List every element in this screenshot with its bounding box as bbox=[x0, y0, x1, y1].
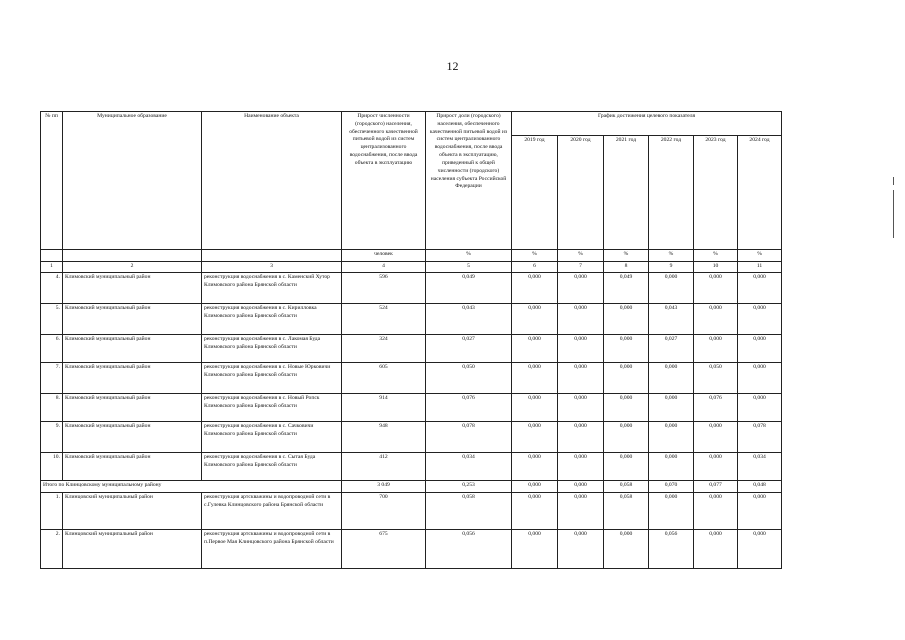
row-share: 0,076 bbox=[426, 394, 512, 422]
row-year-value: 0,000 bbox=[738, 335, 782, 363]
row-share: 0,058 bbox=[426, 493, 512, 530]
row-year-value: 0,000 bbox=[694, 453, 738, 481]
units-cell: % bbox=[558, 250, 604, 262]
total-value: 0,253 bbox=[426, 481, 512, 493]
row-year-value: 0,000 bbox=[512, 335, 558, 363]
table-row bbox=[41, 335, 782, 363]
row-population: 596 bbox=[342, 273, 426, 304]
row-year-value: 0,000 bbox=[512, 453, 558, 481]
units-cell: % bbox=[426, 250, 512, 262]
row-year-value: 0,000 bbox=[738, 530, 782, 569]
header-year: 2020 год bbox=[558, 136, 604, 250]
row-year-value: 0,000 bbox=[649, 363, 694, 394]
row-population: 700 bbox=[342, 493, 426, 530]
row-year-value: 0,000 bbox=[738, 304, 782, 335]
row-year-value: 0,000 bbox=[694, 530, 738, 569]
row-number: 5. bbox=[41, 304, 63, 335]
total-label: Итого по Клинцовскому муниципальному району bbox=[41, 481, 342, 493]
row-year-value: 0,000 bbox=[558, 530, 604, 569]
column-number: 9 bbox=[649, 262, 694, 273]
header-schedule: График достижения целевого показателя bbox=[512, 112, 782, 136]
row-municipality: Климовский муниципальный район bbox=[63, 273, 202, 304]
row-year-value: 0,000 bbox=[512, 493, 558, 530]
row-year-value: 0,043 bbox=[649, 304, 694, 335]
header-object: Наименование объекта bbox=[202, 112, 342, 250]
row-share: 0,043 bbox=[426, 304, 512, 335]
row-year-value: 0,000 bbox=[649, 273, 694, 304]
column-number: 1 bbox=[41, 262, 63, 273]
total-value: 3 049 bbox=[342, 481, 426, 493]
units-cell: % bbox=[694, 250, 738, 262]
row-year-value: 0,000 bbox=[512, 363, 558, 394]
table-row bbox=[41, 453, 782, 481]
units-cell bbox=[41, 250, 63, 262]
row-object: реконструкция артскважины и водопроводной сети в с.Гулевка Клинцовского района Брянской области bbox=[202, 493, 342, 530]
column-number: 3 bbox=[202, 262, 342, 273]
table-row bbox=[41, 363, 782, 394]
row-municipality: Климовский муниципальный район bbox=[63, 453, 202, 481]
units-cell bbox=[63, 250, 202, 262]
row-year-value: 0,000 bbox=[558, 422, 604, 453]
row-share: 0,049 bbox=[426, 273, 512, 304]
row-year-value: 0,050 bbox=[694, 363, 738, 394]
row-number: 6. bbox=[41, 335, 63, 363]
column-number: 7 bbox=[558, 262, 604, 273]
row-share: 0,056 bbox=[426, 530, 512, 569]
header-share-growth: Прирост доли (городского) населения, обеспеченного качественной питьевой водой из систем централизованного водоснабжения, после ввода объекта в эксплуатацию, приведенный к общей численности (городского) населения субъекта Российской Федерации bbox=[426, 112, 512, 250]
row-year-value: 0,000 bbox=[604, 453, 649, 481]
table-row bbox=[41, 493, 782, 530]
row-share: 0,034 bbox=[426, 453, 512, 481]
row-population: 948 bbox=[342, 422, 426, 453]
row-year-value: 0,000 bbox=[558, 304, 604, 335]
row-year-value: 0,000 bbox=[649, 422, 694, 453]
row-population: 914 bbox=[342, 394, 426, 422]
header-year: 2021 год bbox=[604, 136, 649, 250]
row-municipality: Климовский муниципальный район bbox=[63, 304, 202, 335]
row-year-value: 0,000 bbox=[558, 394, 604, 422]
header-no: № пп bbox=[41, 112, 63, 250]
row-number: 8. bbox=[41, 394, 63, 422]
row-object: реконструкция артскважины и водопроводной сети в п.Первое Мая Клинцовского района Брянской области bbox=[202, 530, 342, 569]
units-cell: человек bbox=[342, 250, 426, 262]
row-population: 605 bbox=[342, 363, 426, 394]
total-value: 0,048 bbox=[738, 481, 782, 493]
row-object: реконструкция водоснабжения в с. Лакомая Буда Климовского района Брянской области bbox=[202, 335, 342, 363]
row-population: 324 bbox=[342, 335, 426, 363]
total-value: 0,070 bbox=[649, 481, 694, 493]
header-year: 2023 год bbox=[694, 136, 738, 250]
row-year-value: 0,000 bbox=[512, 304, 558, 335]
total-value: 0,000 bbox=[512, 481, 558, 493]
row-number: 4. bbox=[41, 273, 63, 304]
row-population: 412 bbox=[342, 453, 426, 481]
total-row bbox=[41, 481, 782, 493]
row-year-value: 0,000 bbox=[604, 363, 649, 394]
row-year-value: 0,000 bbox=[512, 394, 558, 422]
units-cell: % bbox=[512, 250, 558, 262]
row-object: реконструкция водоснабжения в с. Новый Ропск Климовского района Брянской области bbox=[202, 394, 342, 422]
total-value: 0,077 bbox=[694, 481, 738, 493]
row-year-value: 0,000 bbox=[694, 335, 738, 363]
column-number: 6 bbox=[512, 262, 558, 273]
column-number: 2 bbox=[63, 262, 202, 273]
row-number: 9. bbox=[41, 422, 63, 453]
row-municipality: Климовский муниципальный район bbox=[63, 394, 202, 422]
row-year-value: 0,000 bbox=[558, 363, 604, 394]
row-year-value: 0,000 bbox=[604, 335, 649, 363]
row-number: 7. bbox=[41, 363, 63, 394]
column-number: 10 bbox=[694, 262, 738, 273]
row-year-value: 0,000 bbox=[512, 530, 558, 569]
units-cell: % bbox=[738, 250, 782, 262]
row-year-value: 0,000 bbox=[649, 453, 694, 481]
row-year-value: 0,034 bbox=[738, 453, 782, 481]
row-year-value: 0,000 bbox=[649, 394, 694, 422]
margin-mark bbox=[893, 190, 894, 238]
row-year-value: 0,058 bbox=[604, 493, 649, 530]
header-year: 2022 год bbox=[649, 136, 694, 250]
table-row bbox=[41, 273, 782, 304]
row-year-value: 0,000 bbox=[558, 335, 604, 363]
row-year-value: 0,000 bbox=[558, 453, 604, 481]
row-object: реконструкция водоснабжения в с. Кирилловка Климовского района Брянской области bbox=[202, 304, 342, 335]
row-municipality: Клинцовский муниципальный район bbox=[63, 493, 202, 530]
row-year-value: 0,000 bbox=[604, 394, 649, 422]
header-year: 2024 год bbox=[738, 136, 782, 250]
row-year-value: 0,056 bbox=[649, 530, 694, 569]
units-cell: % bbox=[604, 250, 649, 262]
header-year: 2019 год bbox=[512, 136, 558, 250]
row-year-value: 0,000 bbox=[738, 363, 782, 394]
row-population: 524 bbox=[342, 304, 426, 335]
row-number: 1. bbox=[41, 493, 63, 530]
row-year-value: 0,000 bbox=[558, 493, 604, 530]
row-municipality: Климовский муниципальный район bbox=[63, 422, 202, 453]
total-value: 0,000 bbox=[558, 481, 604, 493]
page-number: 12 bbox=[446, 59, 459, 73]
row-municipality: Климовский муниципальный район bbox=[63, 363, 202, 394]
row-municipality: Климовский муниципальный район bbox=[63, 335, 202, 363]
column-number: 4 bbox=[342, 262, 426, 273]
row-year-value: 0,000 bbox=[512, 273, 558, 304]
target-indicator-table bbox=[40, 111, 782, 569]
units-cell: % bbox=[649, 250, 694, 262]
row-year-value: 0,000 bbox=[512, 422, 558, 453]
row-year-value: 0,076 bbox=[694, 394, 738, 422]
table-row bbox=[41, 304, 782, 335]
row-year-value: 0,078 bbox=[738, 422, 782, 453]
column-number: 11 bbox=[738, 262, 782, 273]
row-year-value: 0,027 bbox=[649, 335, 694, 363]
row-year-value: 0,000 bbox=[649, 493, 694, 530]
row-year-value: 0,000 bbox=[604, 304, 649, 335]
row-year-value: 0,000 bbox=[738, 394, 782, 422]
total-value: 0,058 bbox=[604, 481, 649, 493]
row-population: 675 bbox=[342, 530, 426, 569]
row-object: реконструкция водоснабжения в с. Сытая Буда Климовского района Брянской области bbox=[202, 453, 342, 481]
header-municipality: Муниципальное образование bbox=[63, 112, 202, 250]
row-year-value: 0,000 bbox=[738, 493, 782, 530]
row-number: 10. bbox=[41, 453, 63, 481]
margin-mark bbox=[893, 177, 894, 185]
row-year-value: 0,000 bbox=[694, 422, 738, 453]
row-object: реконструкция водоснабжения в с. Сачковичи Климовского района Брянской области bbox=[202, 422, 342, 453]
header-pop-growth: Прирост численности (городского) населения, обеспеченного качественной питьевой водой из систем централизованного водоснабжения, после ввода объекта в эксплуатацию bbox=[342, 112, 426, 250]
row-share: 0,078 bbox=[426, 422, 512, 453]
row-year-value: 0,000 bbox=[604, 422, 649, 453]
column-number: 8 bbox=[604, 262, 649, 273]
row-object: реконструкция водоснабжения в с. Новые Юрковичи Климовского района Брянской области bbox=[202, 363, 342, 394]
table-row bbox=[41, 422, 782, 453]
units-cell bbox=[202, 250, 342, 262]
row-object: реконструкция водоснабжения в с. Каменский Хутор Климовского района Брянской области bbox=[202, 273, 342, 304]
row-share: 0,027 bbox=[426, 335, 512, 363]
row-year-value: 0,000 bbox=[738, 273, 782, 304]
row-year-value: 0,000 bbox=[694, 273, 738, 304]
row-year-value: 0,000 bbox=[694, 493, 738, 530]
row-year-value: 0,000 bbox=[604, 530, 649, 569]
column-number: 5 bbox=[426, 262, 512, 273]
row-number: 2. bbox=[41, 530, 63, 569]
table-row bbox=[41, 394, 782, 422]
table-row bbox=[41, 530, 782, 569]
row-year-value: 0,049 bbox=[604, 273, 649, 304]
row-year-value: 0,000 bbox=[694, 304, 738, 335]
row-year-value: 0,000 bbox=[558, 273, 604, 304]
row-municipality: Клинцовский муниципальный район bbox=[63, 530, 202, 569]
row-share: 0,050 bbox=[426, 363, 512, 394]
